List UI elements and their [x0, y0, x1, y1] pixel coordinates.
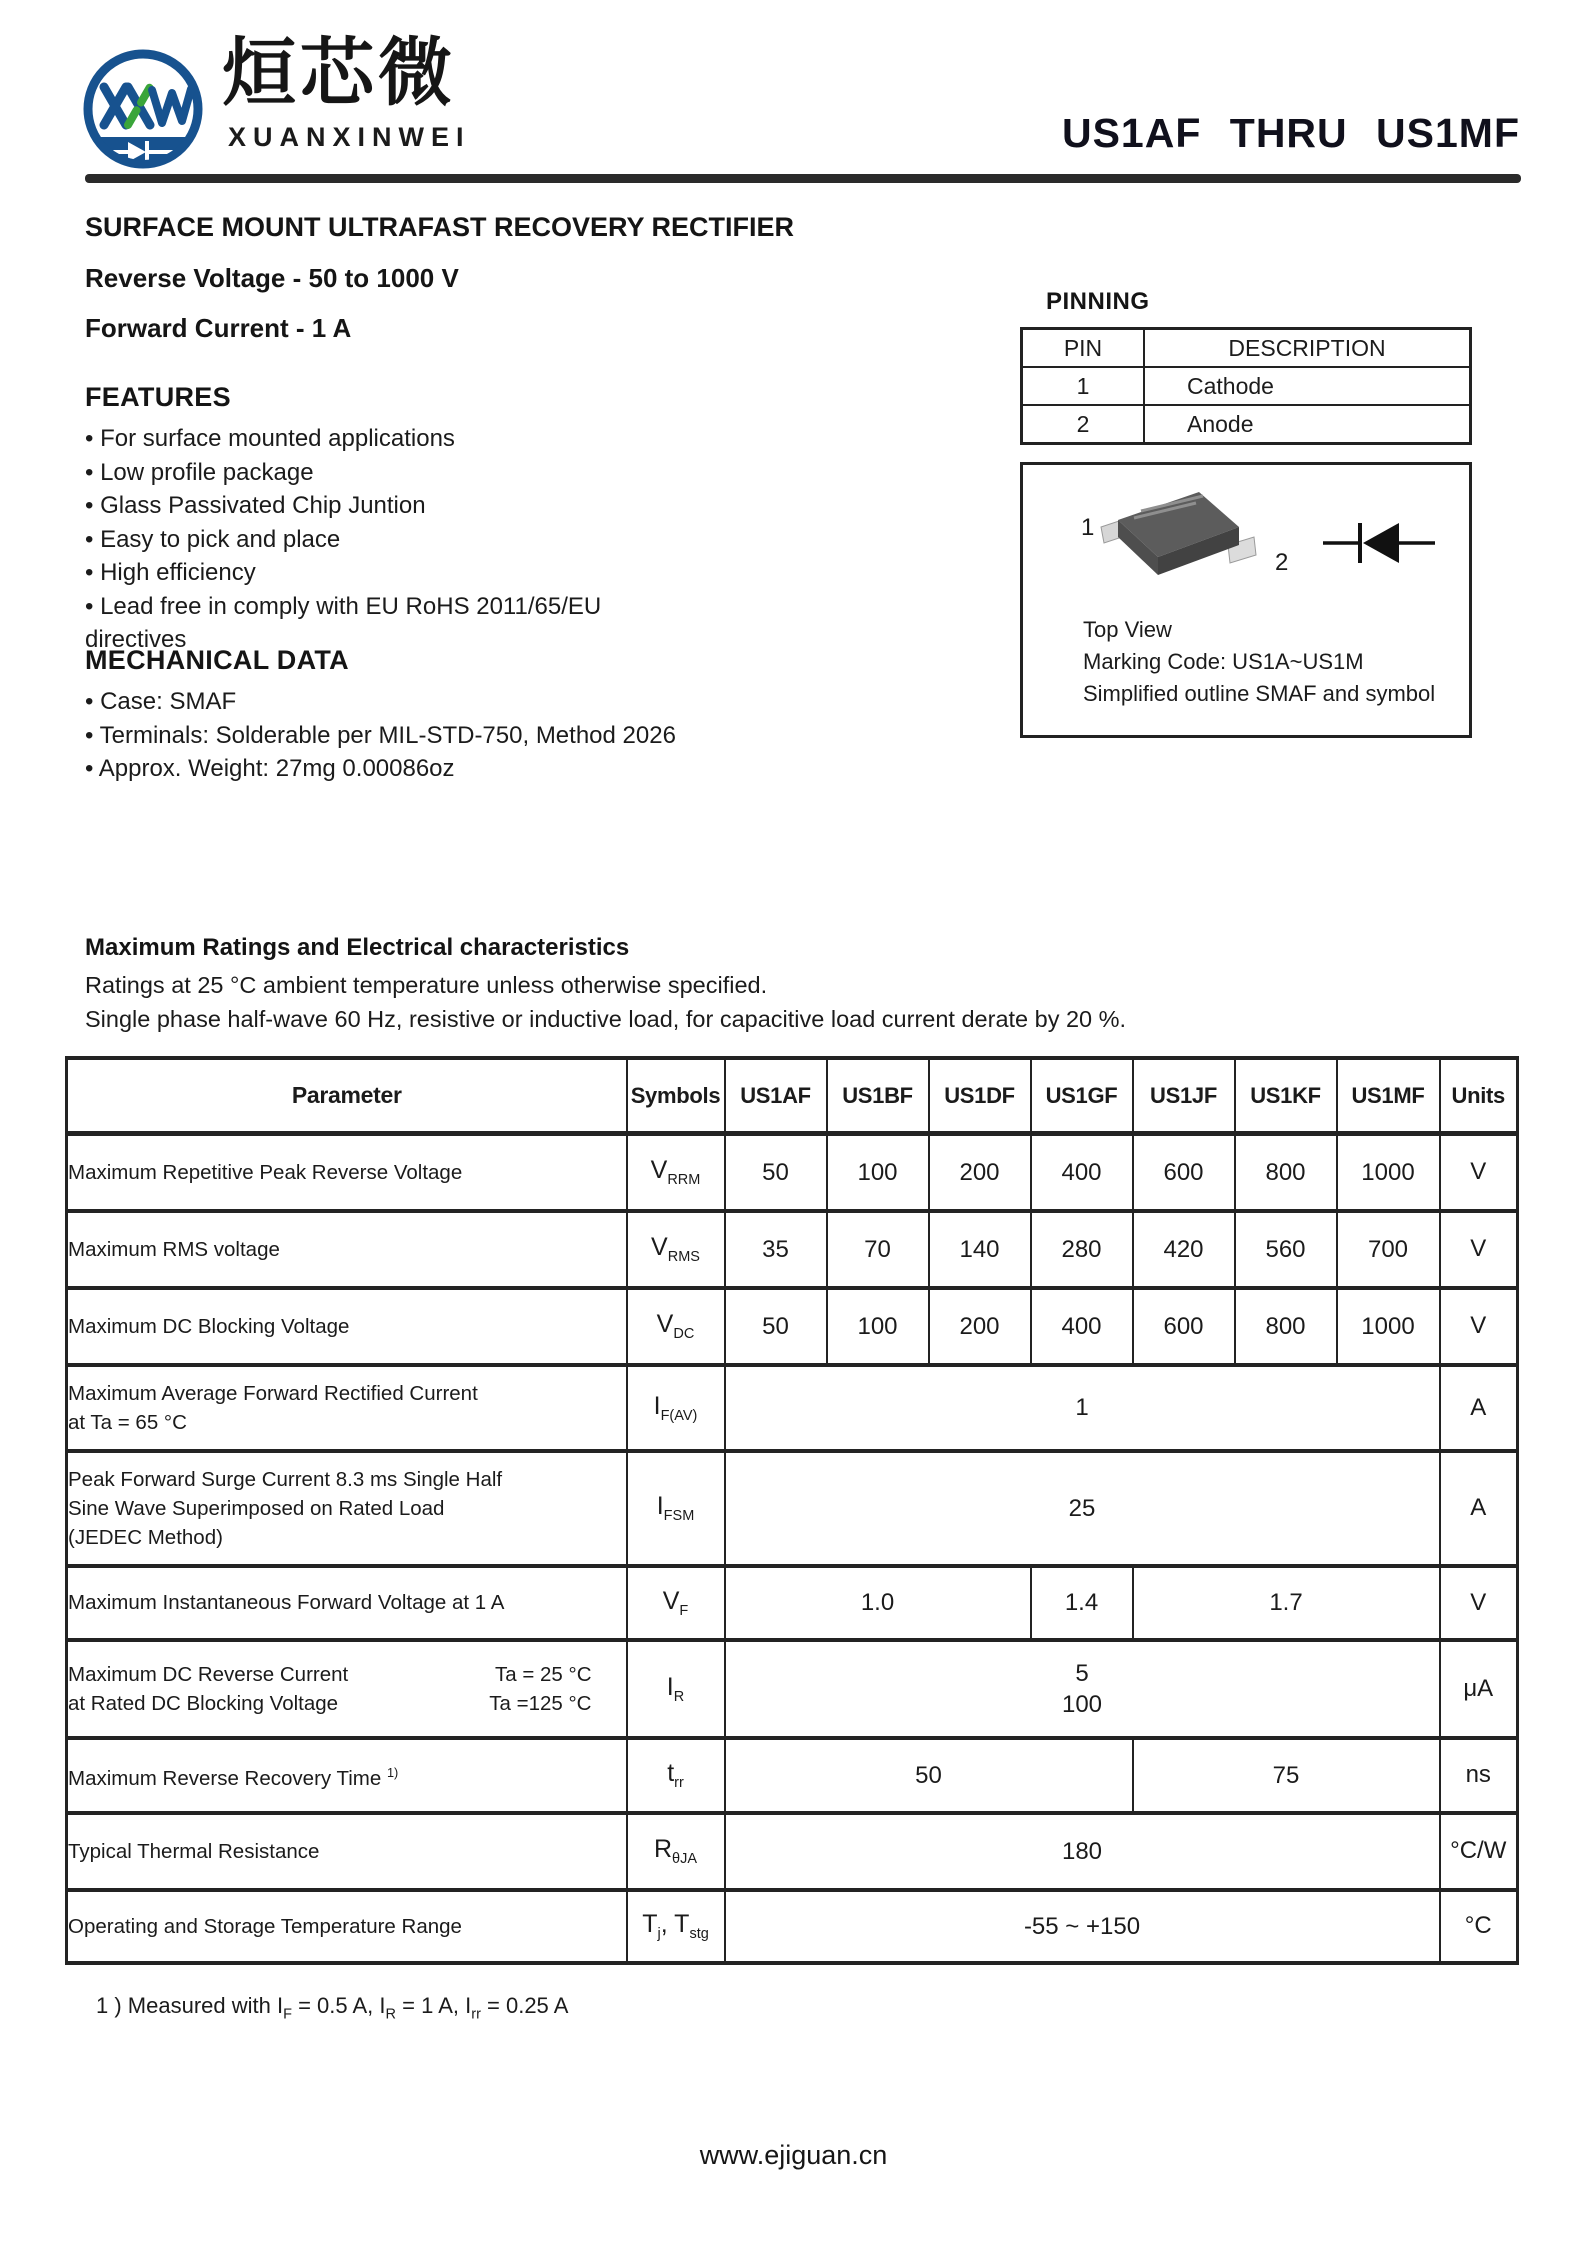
pin1-label: 1 [1081, 514, 1095, 541]
value-cell: 200 [929, 1134, 1031, 1211]
feature-item: • Low profile package [85, 456, 705, 490]
pin-number: 1 [1022, 367, 1145, 405]
value-cell: 50 [725, 1738, 1133, 1813]
value-cell: 70 [827, 1211, 929, 1288]
unit-cell: V [1440, 1211, 1518, 1288]
symbol-cell: $T_j$, $T_{stg}$ [627, 1890, 725, 1963]
unit-cell: μA [1440, 1640, 1518, 1738]
value-cell: 140 [929, 1211, 1031, 1288]
value-cell: 180 [725, 1813, 1440, 1890]
value-cell: 1 [725, 1365, 1440, 1451]
parameter-cell: Maximum Repetitive Peak Reverse Voltage [67, 1134, 627, 1211]
table-row [67, 1211, 1518, 1288]
header-rule [85, 174, 1521, 183]
mechanical-data-list [85, 685, 725, 786]
table-row [67, 1890, 1518, 1963]
pinning-table [1020, 327, 1472, 445]
value-cell: 1.7 [1133, 1566, 1440, 1640]
table-row [67, 1738, 1518, 1813]
column-header: US1DF [929, 1058, 1031, 1134]
unit-cell: °C [1440, 1890, 1518, 1963]
parameter-cell: Peak Forward Surge Current 8.3 ms Single Half Sine Wave Superimposed on Rated Load (JEDEC Method) [67, 1451, 627, 1566]
package-outline-box [1020, 462, 1472, 738]
package-marking-code: Marking Code: US1A~US1M [1083, 649, 1364, 674]
column-header: US1MF [1337, 1058, 1440, 1134]
unit-cell: ns [1440, 1738, 1518, 1813]
unit-cell: V [1440, 1134, 1518, 1211]
table-row [67, 1640, 1518, 1738]
reverse-voltage-line: Reverse Voltage - 50 to 1000 V [85, 263, 459, 293]
company-name-en: XUANXINWEI [228, 122, 471, 152]
value-cell: 25 [725, 1451, 1440, 1566]
diode-symbol-icon [1323, 523, 1435, 563]
table-row [67, 1813, 1518, 1890]
parameter-cell: Maximum Reverse Recovery Time $^{1)}$ [67, 1738, 627, 1813]
value-cell: 800 [1235, 1288, 1337, 1365]
ratings-heading: Maximum Ratings and Electrical characteristics [85, 934, 630, 961]
unit-cell: V [1440, 1566, 1518, 1640]
parameter-cell: Maximum Average Forward Rectified Current at Ta = 65 °C [67, 1365, 627, 1451]
value-cell: -55 ~ +150 [725, 1890, 1440, 1963]
unit-cell: A [1440, 1365, 1518, 1451]
feature-item: • For surface mounted applications [85, 422, 705, 456]
features-list [85, 422, 705, 657]
column-header: US1AF [725, 1058, 827, 1134]
symbol-cell: $V_{RRM}$ [627, 1134, 725, 1211]
value-cell: 1.4 [1031, 1566, 1133, 1640]
table-row [67, 1566, 1518, 1640]
value-cell: 200 [929, 1288, 1031, 1365]
symbol-cell: $V_{DC}$ [627, 1288, 725, 1365]
parameter-cell: Maximum RMS voltage [67, 1211, 627, 1288]
table-row [1022, 367, 1471, 405]
parameter-cell: Operating and Storage Temperature Range [67, 1890, 627, 1963]
value-cell: 50 [725, 1134, 827, 1211]
value-cell: 600 [1133, 1134, 1235, 1211]
value-cell: 75 [1133, 1738, 1440, 1813]
device-description: SURFACE MOUNT ULTRAFAST RECOVERY RECTIFIER [85, 212, 795, 242]
table-row [67, 1365, 1518, 1451]
value-cell: 50 [725, 1288, 827, 1365]
company-name-cn: 烜芯微 [222, 31, 456, 114]
parameter-cell: Maximum Instantaneous Forward Voltage at 1 A [67, 1566, 627, 1640]
feature-item: • Easy to pick and place [85, 523, 705, 557]
symbol-cell: $V_{RMS}$ [627, 1211, 725, 1288]
description-column-header: DESCRIPTION [1144, 329, 1471, 368]
pin-description: Cathode [1144, 367, 1471, 405]
mechanical-data-section [85, 645, 725, 786]
table-row [67, 1134, 1518, 1211]
ratings-table [65, 1056, 1519, 1965]
value-cell: 700 [1337, 1211, 1440, 1288]
pin-column-header: PIN [1022, 329, 1145, 368]
value-cell: 400 [1031, 1288, 1133, 1365]
pin2-label: 2 [1275, 549, 1289, 576]
value-cell: 420 [1133, 1211, 1235, 1288]
mechanical-data-heading: MECHANICAL DATA [85, 645, 349, 675]
mechanical-item: • Terminals: Solderable per MIL-STD-750, Method 2026 [85, 719, 725, 753]
table-row [1022, 405, 1471, 444]
package-drawing [1023, 465, 1469, 615]
feature-item: • Lead free in comply with EU RoHS 2011/65/EU directives [85, 590, 705, 657]
symbol-cell: $I_{FSM}$ [627, 1451, 725, 1566]
value-cell: 1.0 [725, 1566, 1031, 1640]
footnote: 1 ) Measured with $I_F = 0.5$ A, $I_R = 1$ A, $I_{rr} = 0.25$ A [96, 1993, 569, 2023]
company-logo-icon [82, 33, 204, 185]
value-cell: 800 [1235, 1134, 1337, 1211]
value-cell: 1000 [1337, 1288, 1440, 1365]
unit-cell: °C/W [1440, 1813, 1518, 1890]
value-cell: 1000 [1337, 1134, 1440, 1211]
column-header: US1BF [827, 1058, 929, 1134]
value-cell: 560 [1235, 1211, 1337, 1288]
table-row [67, 1288, 1518, 1365]
column-header: Symbols [627, 1058, 725, 1134]
features-section [85, 382, 705, 657]
symbol-cell: $I_{F(AV)}$ [627, 1365, 725, 1451]
column-header: US1KF [1235, 1058, 1337, 1134]
feature-item: • Glass Passivated Chip Juntion [85, 489, 705, 523]
feature-item: • High efficiency [85, 556, 705, 590]
column-header: US1JF [1133, 1058, 1235, 1134]
parameter-cell: Typical Thermal Resistance [67, 1813, 627, 1890]
page-title: US1AF THRU US1MF [1061, 110, 1520, 156]
pinning-heading: PINNING [1046, 288, 1150, 315]
mechanical-item: • Approx. Weight: 27mg 0.00086oz [85, 752, 725, 786]
package-caption: Simplified outline SMAF and symbol [1083, 681, 1436, 706]
value-cell: 100 [827, 1134, 929, 1211]
parameter-cell: Maximum DC Blocking Voltage [67, 1288, 627, 1365]
value-cell: 100 [827, 1288, 929, 1365]
value-cell: 35 [725, 1211, 827, 1288]
value-cell: 280 [1031, 1211, 1133, 1288]
symbol-cell: $I_R$ [627, 1640, 725, 1738]
ratings-note: Single phase half-wave 60 Hz, resistive or inductive load, for capacitive load current derate by 20 %. [85, 1006, 1127, 1032]
pin-description: Anode [1144, 405, 1471, 444]
value-cell: 400 [1031, 1134, 1133, 1211]
column-header: Units [1440, 1058, 1518, 1134]
features-heading: FEATURES [85, 382, 231, 412]
mechanical-item: • Case: SMAF [85, 685, 725, 719]
value-cell: 600 [1133, 1288, 1235, 1365]
parameter-cell: Maximum DC Reverse Current Ta = 25 °C at Rated DC Blocking Voltage Ta =125 °C [67, 1640, 627, 1738]
footer-url: www.ejiguan.cn [699, 2140, 888, 2170]
ratings-note: Ratings at 25 °C ambient temperature unless otherwise specified. [85, 972, 768, 998]
table-row [67, 1451, 1518, 1566]
column-header: US1GF [1031, 1058, 1133, 1134]
unit-cell: V [1440, 1288, 1518, 1365]
symbol-cell: $t_{rr}$ [627, 1738, 725, 1813]
smaf-package-icon [1101, 492, 1256, 575]
value-cell: 5 100 [725, 1640, 1440, 1738]
package-caption: Top View [1083, 617, 1172, 642]
symbol-cell: $R_{\theta JA}$ [627, 1813, 725, 1890]
forward-current-line: Forward Current - 1 A [85, 313, 352, 343]
unit-cell: A [1440, 1451, 1518, 1566]
column-header: Parameter [67, 1058, 627, 1134]
pin-number: 2 [1022, 405, 1145, 444]
symbol-cell: $V_F$ [627, 1566, 725, 1640]
